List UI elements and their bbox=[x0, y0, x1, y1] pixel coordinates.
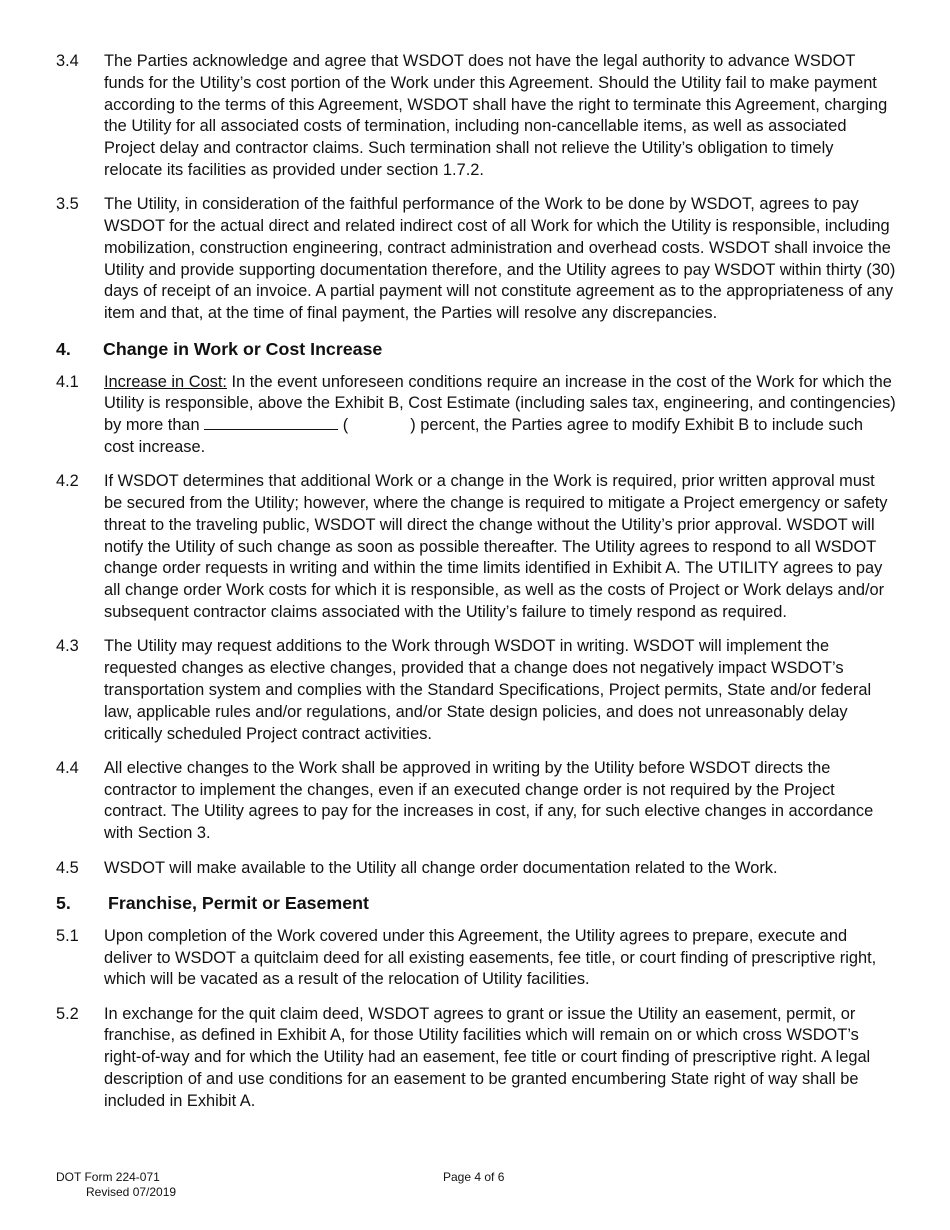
paragraph-text: The Utility, in consideration of the faithful performance of the Work to be done by WSDOT, agrees to pay WSDOT for the actual direct and related indirect cost of all Work for which the Utility is responsible, including mobilization, construction engineering, contract administration and overhead costs. WSDOT shall invoice the Utility and provide supporting documentation therefore, and the Utility agrees to pay WSDOT within thirty (30) days of receipt of an invoice. A partial payment will not constitute agreement as to the appropriateness of any item and that, at the time of final payment, the Parties will resolve any discrepancies. bbox=[104, 195, 896, 323]
page-number: Page 4 of 6 bbox=[443, 1170, 505, 1184]
form-number: DOT Form 224-071 bbox=[56, 1170, 160, 1184]
paragraph-text: Upon completion of the Work covered under this Agreement, the Utility agrees to prepare, execute and deliver to WSDOT a quitclaim deed for all existing easements, fee title, or court finding of prescriptive right, which will be vacated as a result of the relocation of Utility facilities. bbox=[104, 926, 877, 989]
paragraph-4-5 bbox=[56, 858, 896, 880]
paragraph-number: 4.3 bbox=[56, 637, 79, 656]
document-page bbox=[56, 51, 896, 1125]
paren-open: ( bbox=[338, 416, 349, 435]
paragraph-4-1 bbox=[56, 372, 896, 459]
increase-in-cost-label: Increase in Cost: bbox=[104, 372, 227, 391]
section-number: 4. bbox=[56, 338, 71, 359]
paragraph-number: 4.5 bbox=[56, 858, 79, 877]
paragraph-number: 5.2 bbox=[56, 1004, 79, 1023]
paragraph-text bbox=[104, 372, 896, 459]
paragraph-number: 3.4 bbox=[56, 52, 79, 70]
section-heading-5 bbox=[56, 892, 896, 914]
section-title: Franchise, Permit or Easement bbox=[108, 892, 369, 913]
paragraph-text: WSDOT will make available to the Utility all change order documentation related to the Work. bbox=[104, 858, 778, 877]
paragraph-number: 4.2 bbox=[56, 472, 79, 491]
form-info bbox=[56, 1170, 176, 1199]
paragraph-number: 5.1 bbox=[56, 926, 79, 945]
paragraph-text-part: In the event unforeseen conditions require an increase in the cost of the Work for which the Utility is responsible, above the Exhibit B, Cost Estimate (including sales tax, engineering, and contingencies) by more than bbox=[104, 372, 896, 435]
paragraph-text-part: ) percent, the Parties agree to modify Exhibit B to include such cost increase. bbox=[104, 416, 864, 456]
paragraph-number: 4.1 bbox=[56, 372, 79, 391]
paragraph-4-3 bbox=[56, 636, 896, 745]
paragraph-number: 3.5 bbox=[56, 195, 79, 214]
paragraph-text: All elective changes to the Work shall be approved in writing by the Utility before WSDOT directs the contractor to implement the changes, even if an executed change order is not required by the Project contract. The Utility agrees to pay for the increases in cost, if any, for such elective changes in accordance with Section 3. bbox=[104, 758, 874, 843]
paragraph-text: The Utility may request additions to the Work through WSDOT in writing. WSDOT will implement the requested changes as elective changes, provided that a change does not negatively impact WSDOT’s transportation system and complies with the Standard Specifications, Project permits, State and/or federal law, applicable rules and/or regulations, and/or State design policies, and does not unreasonably delay critically scheduled Project contract activities. bbox=[104, 637, 872, 743]
section-number: 5. bbox=[56, 892, 71, 913]
paragraph-3-5 bbox=[56, 194, 896, 325]
section-heading-4 bbox=[56, 338, 896, 360]
paragraph-3-4 bbox=[56, 51, 896, 182]
percent-words-blank[interactable] bbox=[204, 415, 338, 430]
revision-date: Revised 07/2019 bbox=[86, 1184, 177, 1199]
paragraph-text: In exchange for the quit claim deed, WSDOT agrees to grant or issue the Utility an easement, permit, or franchise, as defined in Exhibit A, for those Utility facilities which will remain on or which cross WSDOT’s right-of-way and for which the Utility had an easement, fee title or court finding of prescriptive right. A legal description of and use conditions for an easement to be granted encumbering State right of way shall be included in Exhibit A. bbox=[104, 1004, 871, 1110]
paragraph-text: If WSDOT determines that additional Work or a change in the Work is required, prior written approval must be secured from the Utility; however, where the change is required to mitigate a Project emergency or safety threat to the traveling public, WSDOT will direct the change without the Utility’s prior approval. WSDOT will notify the Utility of such change as soon as possible thereafter. The Utility agrees to respond to all WSDOT change order requests in writing and within the time limits identified in Exhibit A. The UTILITY agrees to pay all change order Work costs for which it is responsible, as well as the costs of Project or Work delays and/or subsequent contractor claims associated with the Utility’s failure to timely respond as required. bbox=[104, 472, 888, 622]
paragraph-5-2 bbox=[56, 1004, 896, 1113]
paragraph-4-2 bbox=[56, 471, 896, 624]
section-title: Change in Work or Cost Increase bbox=[103, 338, 383, 359]
paragraph-number: 4.4 bbox=[56, 758, 79, 777]
paragraph-4-4 bbox=[56, 758, 896, 845]
paragraph-text: The Parties acknowledge and agree that WSDOT does not have the legal authority to advance WSDOT funds for the Utility’s cost portion of the Work under this Agreement. Should the Utility fail to make payment according to the terms of this Agreement, WSDOT shall have the right to terminate this Agreement, charging the Utility for all associated costs of termination, including non-cancellable items, as well as associated Project delay and contractor claims. Such termination shall not relieve the Utility’s obligation to timely relocate its facilities as provided under section 1.7.2. bbox=[104, 52, 888, 179]
paragraph-5-1 bbox=[56, 926, 896, 991]
